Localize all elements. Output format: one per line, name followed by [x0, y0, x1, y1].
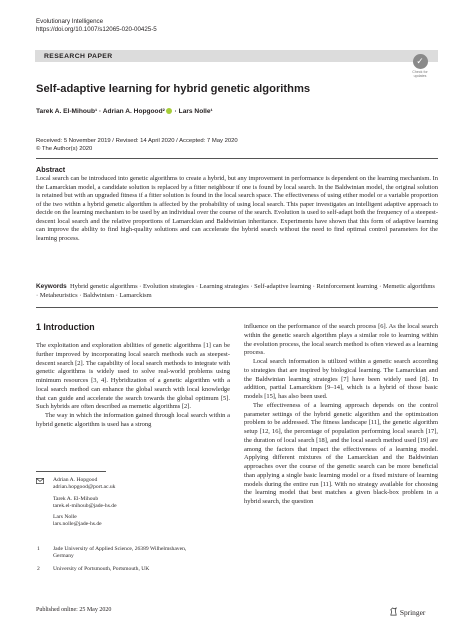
- article-dates: [36, 137, 238, 153]
- orcid-icon[interactable]: [166, 108, 172, 114]
- paragraph: The way in which the information gained through local search within a hybrid genetic algorithm is used has a strong: [36, 412, 230, 428]
- keywords: [36, 283, 438, 300]
- divider-top: [36, 158, 438, 159]
- affiliation-line: Germany: [53, 553, 74, 560]
- keywords-heading: Keywords: [36, 283, 67, 290]
- footnote-rule: [36, 471, 106, 472]
- keywords-text: Hybrid genetic algorithms · Evolution strategies · Learning strategies · Self-adaptive learning · Reinforcement learning · Memetic algorithms · Metaheuristics · Baldwinism · Lamarckism: [36, 283, 435, 299]
- affiliation-number: 1: [37, 546, 40, 552]
- published-date: Published online: 25 May 2020: [36, 607, 112, 613]
- publisher-logo: [389, 607, 425, 617]
- right-column: [244, 323, 438, 507]
- correspondence-name: Lars Nolle: [53, 514, 77, 521]
- correspondence-name: Tarek A. El-Mihoub: [53, 495, 99, 502]
- affiliation: [53, 566, 149, 573]
- paper-title: Self-adaptive learning for hybrid genetic algorithms: [36, 83, 311, 95]
- journal-name: Evolutionary Intelligence: [36, 18, 104, 25]
- left-column: [36, 342, 230, 430]
- authors-first: Tarek A. El-Mihoub¹ · Adrian A. Hopgood²: [36, 108, 165, 115]
- check-for-updates-button[interactable]: [407, 54, 433, 78]
- article-type: RESEARCH PAPER: [44, 52, 113, 60]
- correspondence-email[interactable]: tarek.el-mihoub@jade-hs.de: [53, 502, 117, 509]
- abstract-text: Local search can be introduced into genetic algorithms to create a hybrid, but any improvement in performance is dependent on the learning mechanism. In the Lamarckian model, a candidate solution is replaced by a fitter neighbour if one is found by local search. In the Baldwinian model, the original solution is retained but with an upgraded fitness if a fitter solution is found in the local search space. The effectiveness of using either model or a variable proportion of the two within a hybrid genetic algorithm is affected by the probability of using local search. This paper investigates an intelligent adaptive approach to decide on the learning mechanism to be used by an individual over the course of the search. Evolution is used to self-adapt both the frequency of a steepest-descent local search and the relative proportions of Lamarckian and Baldwinian inheritance. Experiments have shown that this form of adaptive learning can improve the ability to find high-quality solutions and can accelerate the hybrid search without the need to find optimal control parameters for the learning process.: [36, 175, 438, 242]
- history-dates: Received: 5 November 2019 / Revised: 14 April 2020 / Accepted: 7 May 2020: [36, 138, 238, 144]
- section-heading: 1 Introduction: [36, 322, 95, 332]
- abstract-heading: Abstract: [36, 165, 66, 174]
- authors-rest: · Lars Nolle¹: [172, 108, 213, 115]
- copyright: © The Author(s) 2020: [36, 146, 93, 152]
- correspondence-name: Adrian A. Hopgood: [53, 477, 98, 483]
- affiliation: [53, 546, 186, 561]
- correspondence-email[interactable]: adrian.hopgood@port.ac.uk: [53, 484, 116, 491]
- paragraph: The effectiveness of a learning approach depends on the control parameter settings of the hybrid genetic algorithm and the optimization problem to be addressed. The fitness landscape [11], the genetic algorithm setup [12, 16], the percentage of population performing local search [17], the duration of local search [18], and the local search method used [19] are among the factors that impact the effectiveness of a learning model. Applying different mixtures of the Lamarckian and the Baldwinian approaches over the course of the genetic search can be more beneficial than applying a single basic learning model or a fixed mixture of learning models during the entire run [11]. With no strategy available for choosing the learning model that best matches a given black-box problem in a hybrid search, the question: [244, 401, 438, 505]
- author-list: [36, 108, 213, 115]
- envelope-icon: [36, 478, 46, 487]
- affiliation-line: University of Portsmouth, Portsmouth, UK: [53, 566, 150, 572]
- journal-header: [36, 18, 157, 34]
- correspondence-email[interactable]: lars.nolle@jade-hs.de: [53, 521, 102, 528]
- springer-horse-icon: [389, 607, 398, 616]
- doi-link[interactable]: https://doi.org/10.1007/s12065-020-00425-5: [36, 26, 157, 33]
- paragraph: influence on the performance of the search process [6]. As the local search within the genetic search algorithm plays a similar role to learning within the evolution process, the local search method is often viewed as a learning process.: [244, 323, 438, 357]
- paragraph: The exploitation and exploration abilities of genetic algorithms [1] can be further improved by incorporating local search methods such as steepest-descent search [2]. The capability of local search methods to integrate with genetic algorithms is widely used to solve real-world problems using minimum resources [3, 4]. Hybridization of a genetic algorithm with a local search method can enhance the global search with local knowledge that can guide and accelerate the search towards the global optimum [5]. Such hybrids are often described as memetic algorithms [2].: [36, 342, 230, 411]
- divider-bottom: [36, 307, 438, 308]
- publisher-name: Springer: [399, 608, 426, 617]
- check-for-updates-label: Check for updates: [412, 70, 428, 78]
- paragraph: Local search information is utilized within a genetic search according to strategies that are inspired by biological learning. The Lamarckian and the Baldwinian learning strategies [7] have been widely used [8]. In addition, partial Lamarckism [9–14], which is a hybrid of those basic models [15], has also been used.: [244, 358, 438, 400]
- crossmark-icon: ✓: [413, 54, 428, 69]
- correspondence-block: [53, 477, 117, 529]
- affiliation-number: 2: [37, 566, 40, 572]
- affiliation-line: Jade University of Applied Science, 26389 Wilhelmshaven,: [53, 546, 187, 552]
